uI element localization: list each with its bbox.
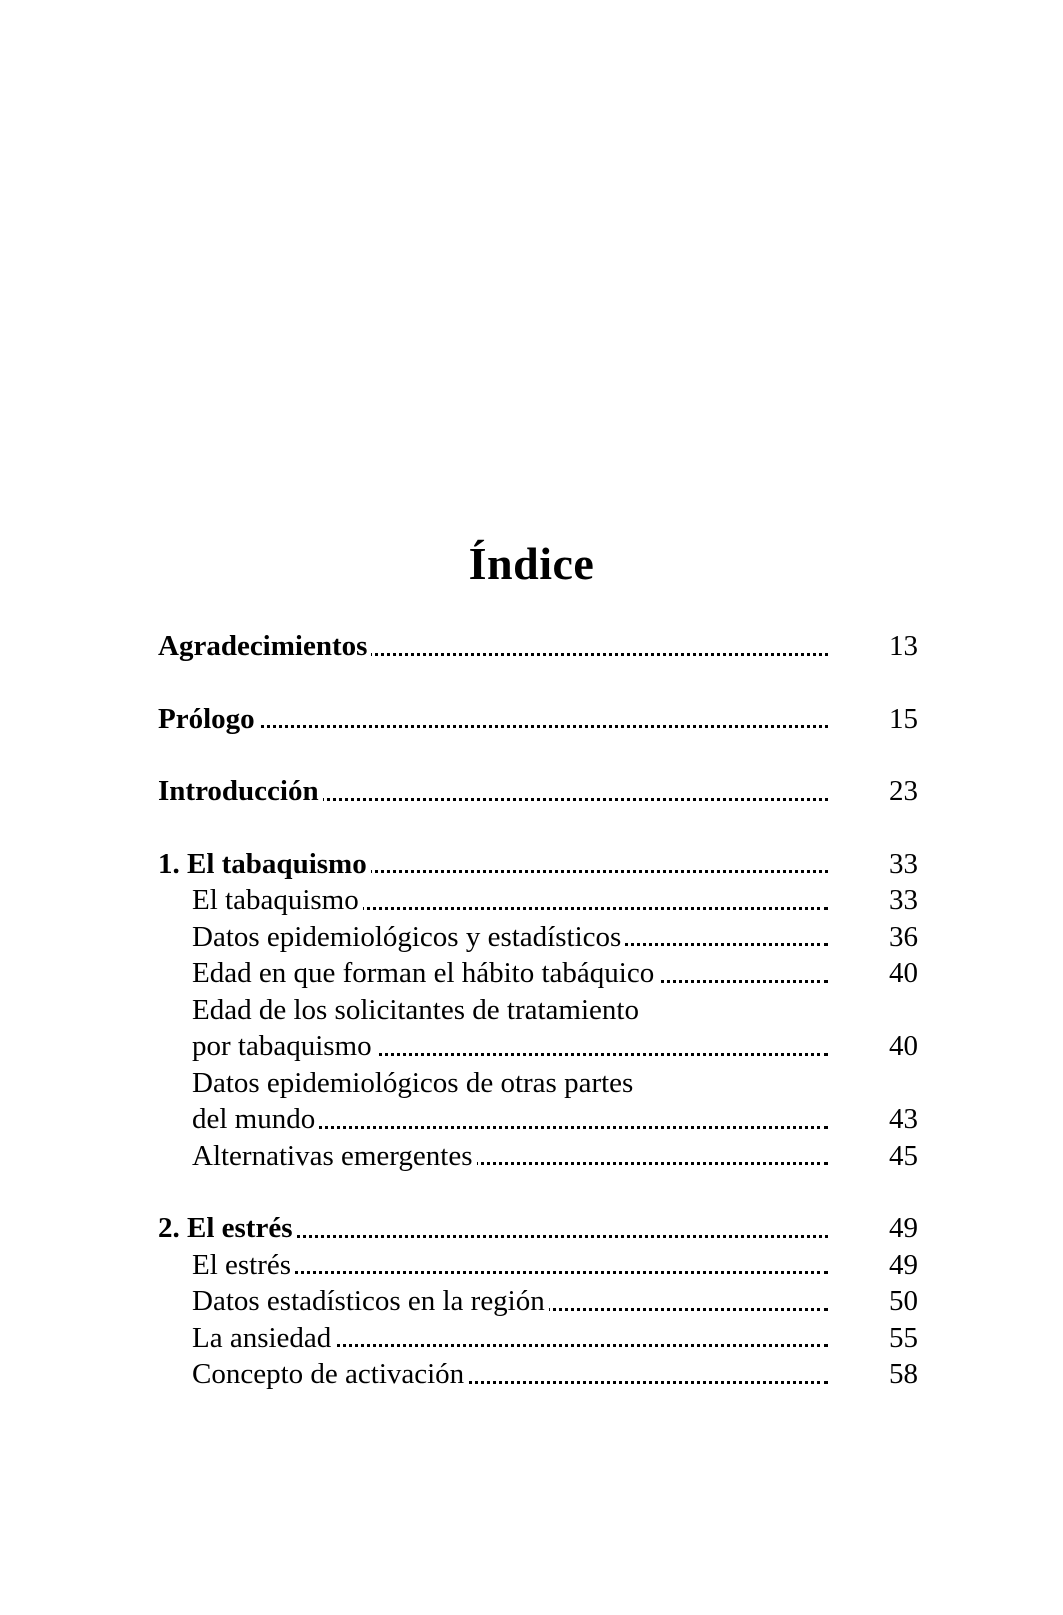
toc-entry-label: Datos epidemiológicos y estadísticos: [192, 921, 625, 953]
toc-subentry[interactable]: [158, 1356, 918, 1393]
toc-entry-label: Introducción: [158, 775, 323, 807]
toc-entry-page-number: 50: [889, 1285, 918, 1317]
toc-entry-page-number: 40: [889, 957, 918, 989]
toc-entry-prologo[interactable]: [158, 701, 918, 738]
toc-subentry-line-2[interactable]: [158, 1028, 918, 1065]
toc-entry-label: Agradecimientos: [158, 630, 371, 662]
toc-entry-page-number: 13: [889, 630, 918, 662]
toc-subentry[interactable]: [158, 919, 918, 956]
toc-entry-page-number: 23: [889, 775, 918, 807]
toc-entry-page-number: 49: [889, 1248, 918, 1281]
toc-entry-label: 2. El estrés: [158, 1212, 297, 1244]
toc-entry-label: El estrés: [192, 1249, 295, 1281]
toc-entry-page-number: 55: [889, 1321, 918, 1354]
toc-entry-label: del mundo: [192, 1103, 319, 1135]
toc-chapter-2[interactable]: [158, 1210, 918, 1247]
toc-subentry-line-1[interactable]: [158, 1065, 918, 1102]
toc-entry-label: 1. El tabaquismo: [158, 848, 371, 880]
toc-entry-label: por tabaquismo: [192, 1030, 376, 1062]
toc-entry-agradecimientos[interactable]: [158, 628, 918, 665]
toc-subentry[interactable]: [158, 1320, 918, 1357]
toc-entry-label: La ansiedad: [192, 1322, 335, 1354]
toc-entry-page-number: 33: [889, 847, 918, 880]
toc-entry-page-number: 36: [889, 920, 918, 953]
toc-entry-label: Edad en que forman el hábito tabáquico: [192, 957, 658, 989]
toc-chapter-1[interactable]: [158, 846, 918, 883]
toc-entry-label: Edad de los solicitantes de tratamiento: [192, 994, 643, 1026]
toc-subentry[interactable]: [158, 1247, 918, 1284]
toc-entry-label: Prólogo: [158, 703, 259, 735]
toc-subentry-line-1[interactable]: [158, 992, 918, 1029]
toc-entry-page-number: 33: [889, 884, 918, 916]
toc-subentry[interactable]: [158, 955, 918, 992]
toc-entry-label: Alternativas emergentes: [192, 1140, 477, 1172]
toc-subentry[interactable]: [158, 882, 918, 919]
toc-entry-page-number: 43: [889, 1103, 918, 1135]
toc-entry-label: Concepto de activación: [192, 1358, 468, 1390]
toc-entry-label: El tabaquismo: [192, 884, 363, 916]
toc-entry-label: Datos epidemiológicos de otras partes: [192, 1067, 637, 1099]
toc-subentry[interactable]: [158, 1138, 918, 1175]
toc-entry-page-number: 49: [889, 1212, 918, 1244]
toc-subentry[interactable]: [158, 1283, 918, 1320]
toc-entry-label: Datos estadísticos en la región: [192, 1285, 549, 1317]
toc-subentry-line-2[interactable]: [158, 1101, 918, 1138]
page-title: Índice: [468, 538, 595, 589]
toc-entry-introduccion[interactable]: [158, 773, 918, 810]
table-of-contents: [158, 628, 918, 1393]
toc-entry-page-number: 40: [889, 1030, 918, 1062]
toc-entry-page-number: 45: [889, 1139, 918, 1172]
toc-entry-page-number: 15: [889, 702, 918, 735]
toc-entry-page-number: 58: [889, 1358, 918, 1390]
